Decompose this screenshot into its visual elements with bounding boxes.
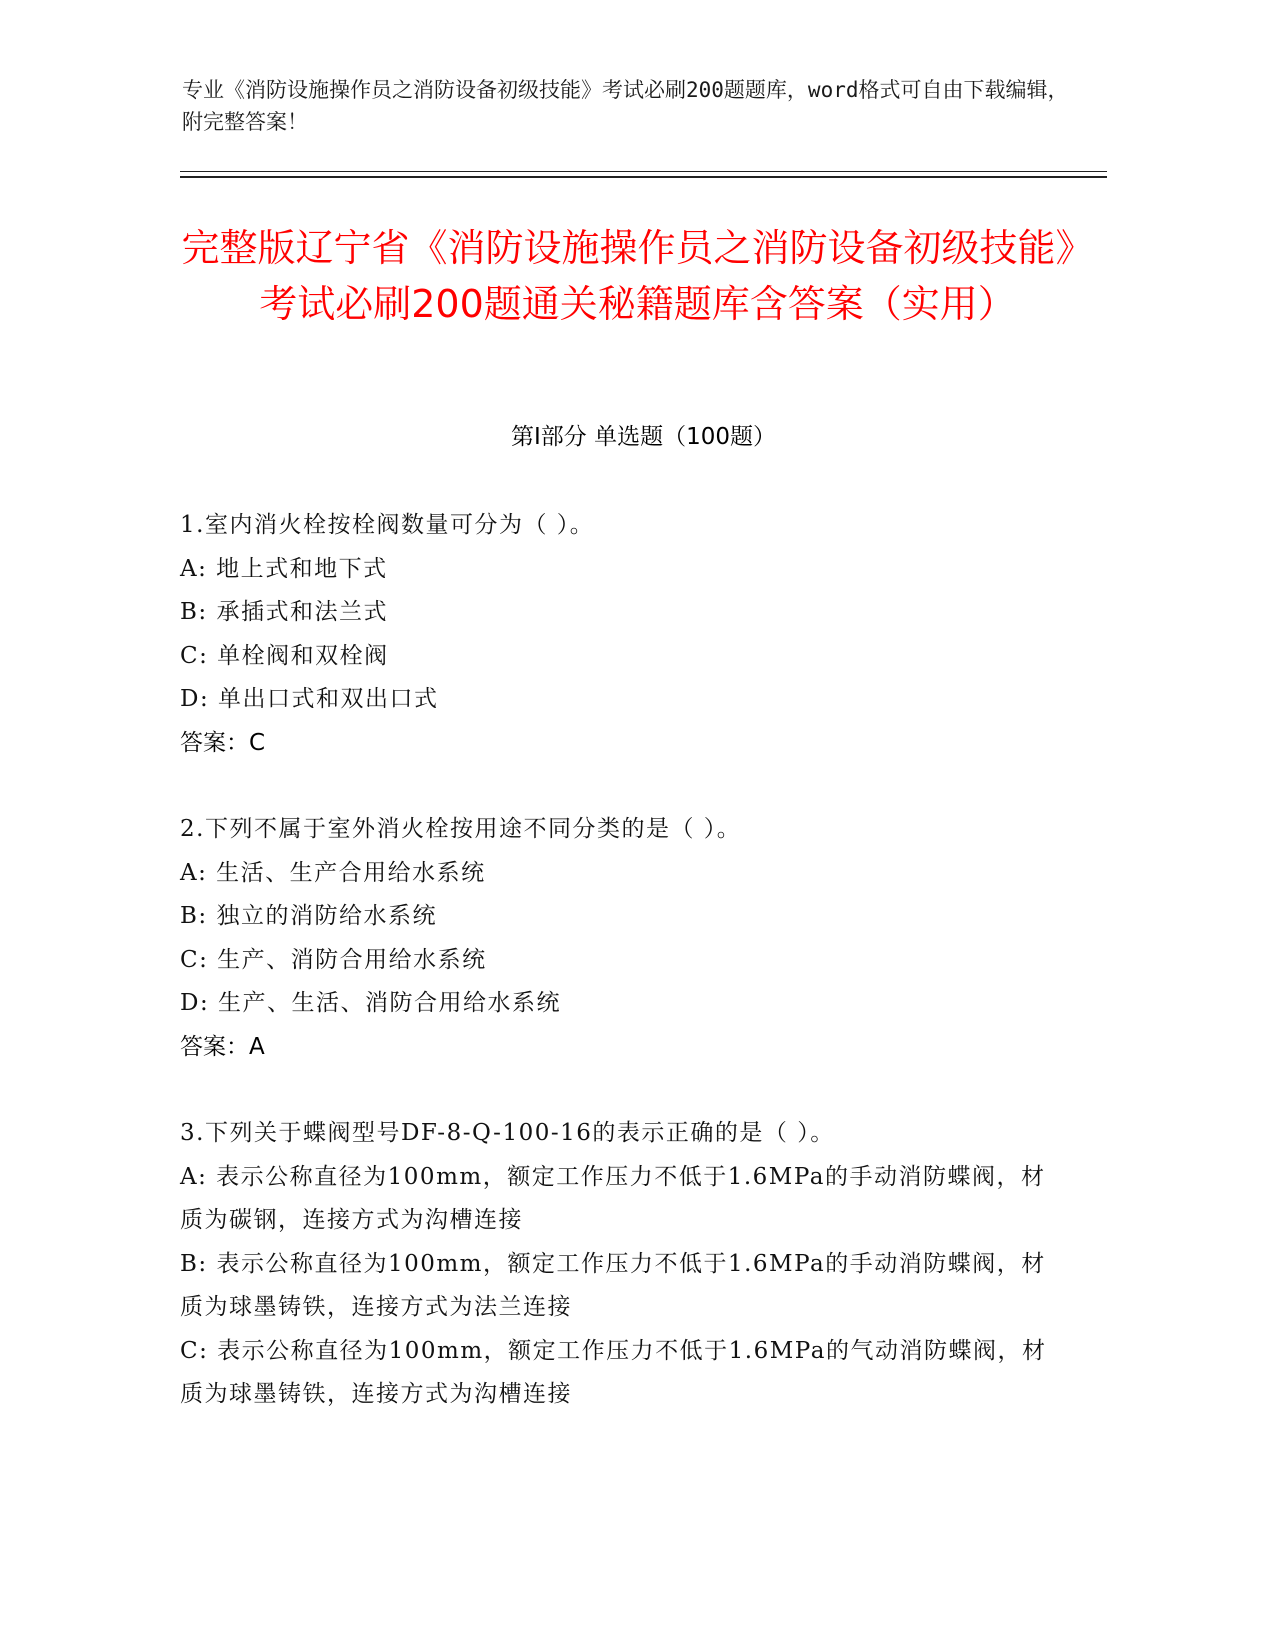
option-b: B: 承插式和法兰式: [180, 599, 388, 625]
answer-line: 答案：A: [180, 1033, 265, 1060]
option-c: C: 单栓阀和双栓阀: [180, 642, 389, 669]
header-divider-thick: [180, 176, 1107, 178]
option-a: A: 地上式和地下式: [180, 555, 388, 582]
question-2: [180, 808, 1060, 1069]
option-c: C: 表示公称直径为100mm，额定工作压力不低于1.6MPa的气动消防蝶阀，材质为球墨铸铁，连接方式为沟槽连接: [180, 1337, 1047, 1407]
header-note: 专业《消防设施操作员之消防设备初级技能》考试必刷200题题库，word格式可自由下载编辑，附完整答案！: [182, 78, 1069, 134]
option-b: B: 表示公称直径为100mm，额定工作压力不低于1.6MPa的手动消防蝶阀，材质为球墨铸铁，连接方式为法兰连接: [180, 1250, 1046, 1320]
section-heading: 第Ⅰ部分 单选题（100题）: [511, 424, 776, 450]
header-divider-thin: [180, 171, 1107, 172]
question-stem: 2.下列不属于室外消火栓按用途不同分类的是（ ）。: [180, 816, 742, 842]
option-b: B: 独立的消防给水系统: [180, 903, 437, 929]
option-a: A: 表示公称直径为100mm，额定工作压力不低于1.6MPa的手动消防蝶阀，材质为碳钢，连接方式为沟槽连接: [180, 1163, 1046, 1233]
question-spacer: [180, 1069, 1060, 1112]
document-title: 完整版辽宁省《消防设施操作员之消防设备初级技能》考试必刷200题通关秘籍题库含答案（实用）: [181, 226, 1094, 326]
question-stem: 3.下列关于蝶阀型号DF-8-Q-100-16的表示正确的是（ ）。: [180, 1120, 835, 1146]
answer-line: 答案：C: [180, 729, 266, 756]
question-list: [180, 504, 1060, 1417]
option-c: C: 生产、消防合用给水系统: [180, 946, 487, 973]
option-a: A: 生活、生产合用给水系统: [180, 859, 486, 886]
option-d: D: 生产、生活、消防合用给水系统: [180, 990, 562, 1016]
question-1: [180, 504, 1060, 765]
question-spacer: [180, 765, 1060, 808]
option-d: D: 单出口式和双出口式: [180, 686, 439, 712]
question-3: [180, 1112, 1060, 1417]
question-stem: 1.室内消火栓按栓阀数量可分为（ ）。: [180, 512, 595, 538]
